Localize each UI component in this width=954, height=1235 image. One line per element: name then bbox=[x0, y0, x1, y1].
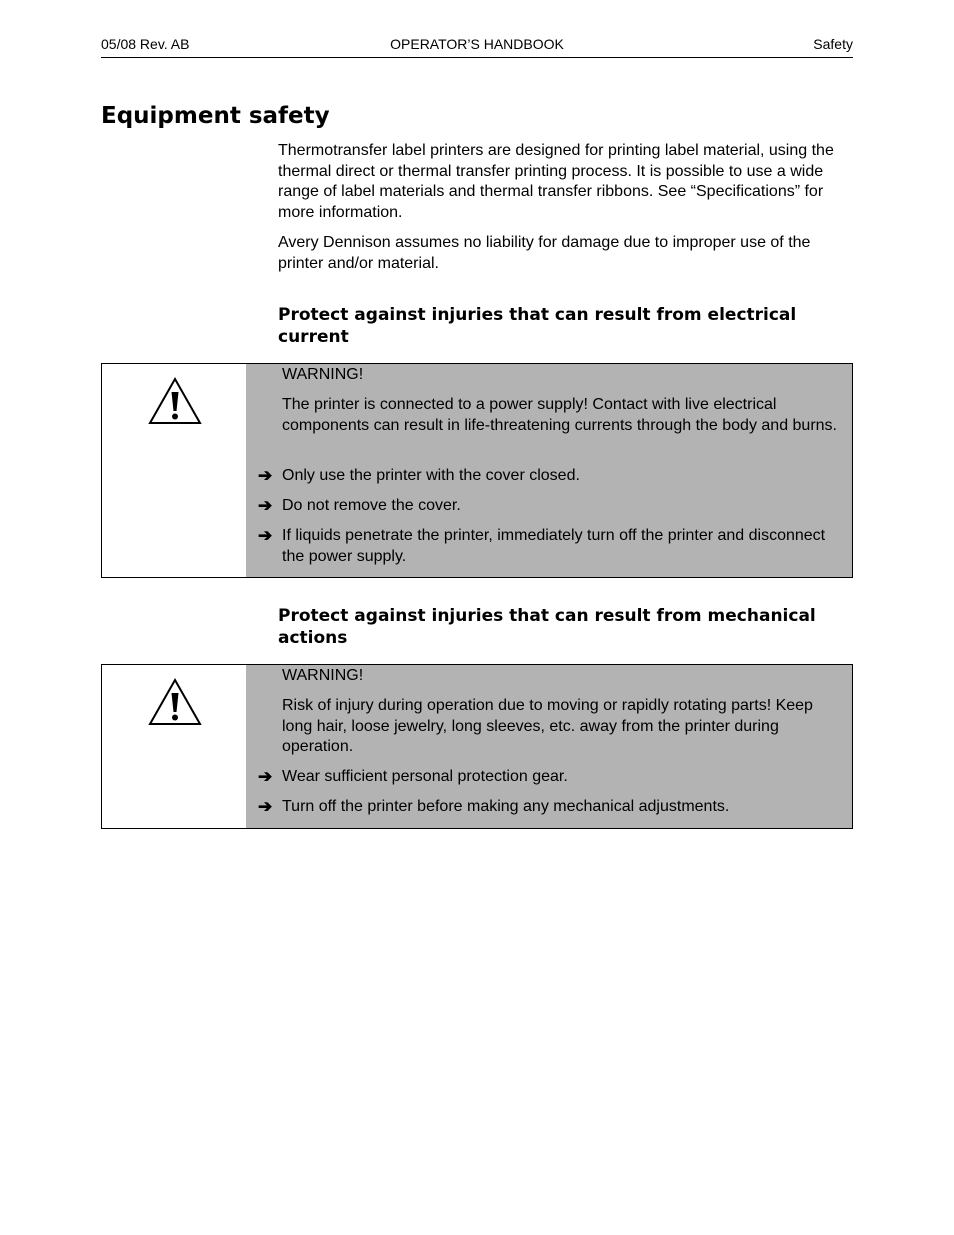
warning-icon-column bbox=[102, 364, 246, 577]
warning-triangle-icon bbox=[147, 376, 203, 426]
page-title: Equipment safety bbox=[101, 103, 330, 129]
mechanical-warning-box bbox=[101, 664, 853, 829]
bullet-item bbox=[258, 466, 844, 487]
warning-icon-column bbox=[102, 665, 246, 828]
bullet-item bbox=[258, 767, 844, 788]
electrical-warning-box bbox=[101, 363, 853, 578]
intro-text bbox=[278, 141, 853, 274]
bullet-text: Do not remove the cover. bbox=[282, 497, 461, 514]
arrow-right-icon: ➔ bbox=[258, 466, 273, 485]
bullet-text: Turn off the printer before making any mechanical adjustments. bbox=[282, 798, 730, 815]
arrow-right-icon: ➔ bbox=[258, 797, 273, 816]
bullet-item bbox=[258, 526, 844, 567]
bullet-item bbox=[258, 797, 844, 818]
bullet-item bbox=[258, 496, 844, 517]
intro-paragraph-2: Avery Dennison assumes no liability for damage due to improper use of the printer and/or material. bbox=[278, 234, 811, 272]
arrow-right-icon: ➔ bbox=[258, 767, 273, 786]
bullet-text: Wear sufficient personal protection gear. bbox=[282, 768, 568, 785]
bullet-text: Only use the printer with the cover closed. bbox=[282, 467, 580, 484]
bullet-text: If liquids penetrate the printer, immediately turn off the printer and disconnect the power supply. bbox=[282, 527, 826, 565]
warning-text: The printer is connected to a power supply! Contact with live electrical components can result in life-threatening currents through the body and burns. bbox=[282, 396, 837, 434]
document-title: OPERATOR’S HANDBOOK bbox=[390, 36, 564, 52]
warning-content bbox=[246, 364, 852, 577]
electrical-heading: Protect against injuries that can result from electrical current bbox=[278, 305, 797, 347]
arrow-right-icon: ➔ bbox=[258, 496, 273, 515]
warning-label: WARNING! bbox=[282, 366, 364, 383]
page-header bbox=[101, 36, 853, 58]
warning-label: WARNING! bbox=[282, 667, 364, 684]
revision-label: 05/08 Rev. AB bbox=[101, 36, 190, 52]
mechanical-heading: Protect against injuries that can result from mechanical actions bbox=[278, 606, 816, 648]
warning-triangle-icon bbox=[147, 677, 203, 727]
warning-content bbox=[246, 665, 852, 828]
chapter-label: Safety bbox=[813, 36, 853, 52]
arrow-right-icon: ➔ bbox=[258, 526, 273, 545]
warning-text: Risk of injury during operation due to moving or rapidly rotating parts! Keep long hair, loose jewelry, long sleeves, etc. away from the printer during operation. bbox=[282, 697, 813, 755]
intro-paragraph-1: Thermotransfer label printers are designed for printing label material, using the thermal direct or thermal transfer printing process. It is possible to use a wide range of label materials and thermal transfer ribbons. See “Specifications” for more information. bbox=[278, 142, 834, 221]
